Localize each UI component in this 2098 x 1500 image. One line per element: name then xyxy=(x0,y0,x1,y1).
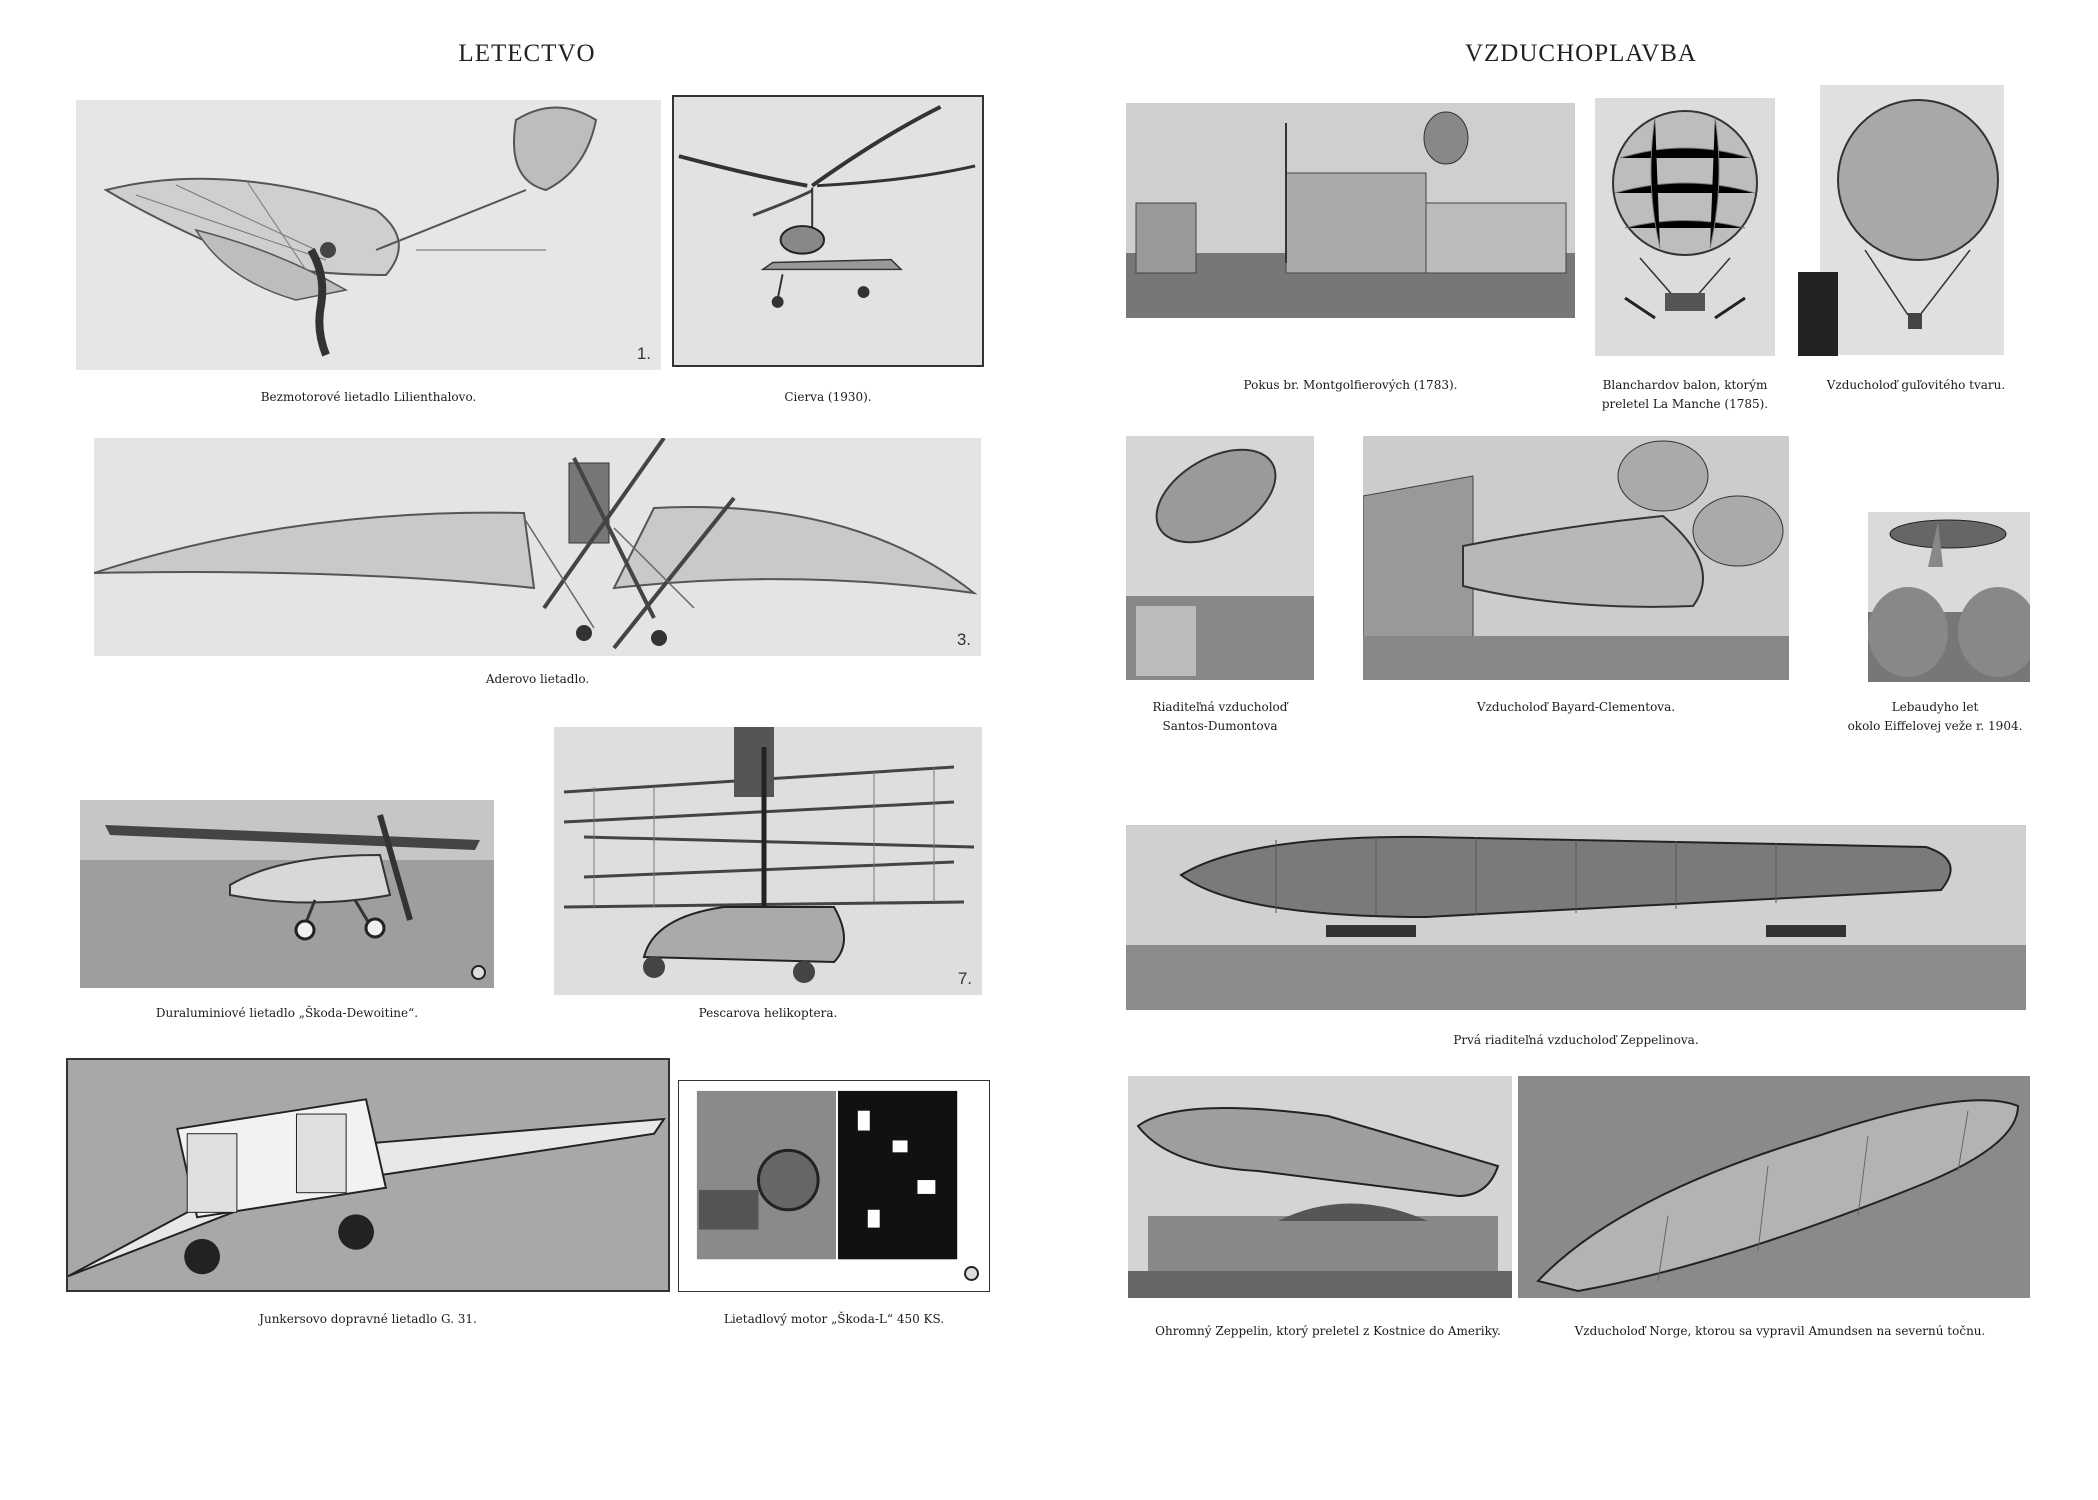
photo-first-zeppelin xyxy=(1126,825,2026,1010)
caption-ader: Aderovo lietadlo. xyxy=(485,672,590,686)
caption-pescara: Pescarova helikoptera. xyxy=(698,1006,838,1020)
caption-cierva: Cierva (1930). xyxy=(784,390,872,404)
caption-junkers: Junkersovo dopravné lietadlo G. 31. xyxy=(259,1312,477,1326)
photo-bayard-clement-airship xyxy=(1363,436,1789,680)
caption-bayard-clement: Vzducholoď Bayard-Clementova. xyxy=(1476,700,1676,714)
photo-skoda-l-engine xyxy=(678,1080,990,1292)
plate-number-1: 1. xyxy=(636,344,651,363)
caption-first-zeppelin: Prvá riaditeľná vzducholoď Zeppelinova. xyxy=(1453,1033,1699,1047)
caption-skoda-engine: Lietadlový motor „Škoda-L“ 450 KS. xyxy=(723,1312,945,1326)
caption-blanchard: Blanchardov balon, ktorým preletel La Manche (1785). xyxy=(1601,378,1769,411)
photo-skoda-dewoitine xyxy=(80,800,494,988)
right-page-title: VZDUCHOPLAVBA xyxy=(1464,40,1697,67)
caption-huge-zeppelin: Ohromný Zeppelin, ktorý preletel z Kostnice do Ameriky. xyxy=(1155,1324,1501,1338)
caption-spherical-airship: Vzducholoď guľovitého tvaru. xyxy=(1826,378,2006,392)
photo-ader-aircraft xyxy=(94,438,981,656)
scan-artifact xyxy=(1798,272,1838,356)
photo-huge-zeppelin xyxy=(1128,1076,1512,1298)
photo-spherical-balloon xyxy=(1820,85,2004,355)
caption-norge: Vzducholoď Norge, ktorou sa vypravil Amundsen na severnú točnu. xyxy=(1574,1324,1986,1338)
photo-pescara-helicopter xyxy=(554,727,982,995)
skoda-logo-icon-engine xyxy=(964,1266,979,1281)
left-page-title: LETECTVO xyxy=(458,40,596,67)
photo-montgolfier xyxy=(1126,103,1575,318)
photo-santos-dumont-airship xyxy=(1126,436,1314,680)
caption-lilienthal: Bezmotorové lietadlo Lilienthalovo. xyxy=(260,390,477,404)
plate-number-7: 7. xyxy=(957,969,972,988)
photo-norge-airship xyxy=(1518,1076,2030,1298)
plate-number-3: 3. xyxy=(956,630,971,649)
photo-junkers-g31 xyxy=(66,1058,670,1292)
caption-santos-dumont: Riaditeľná vzducholoď Santos-Dumontova xyxy=(1152,700,1288,733)
photo-lilienthal-glider xyxy=(76,100,661,370)
caption-montgolfier: Pokus br. Montgolfierových (1783). xyxy=(1243,378,1458,392)
photo-lebaudy-airship xyxy=(1868,512,2030,682)
caption-skoda-dewoitine: Duraluminiové lietadlo „Škoda-Dewoitine“. xyxy=(155,1006,419,1020)
caption-lebaudy: Lebaudyho let okolo Eiffelovej veže r. 1904. xyxy=(1847,700,2023,733)
photo-blanchard-balloon xyxy=(1595,98,1775,356)
skoda-logo-icon xyxy=(471,965,486,980)
photo-cierva-autogyro xyxy=(672,95,984,367)
